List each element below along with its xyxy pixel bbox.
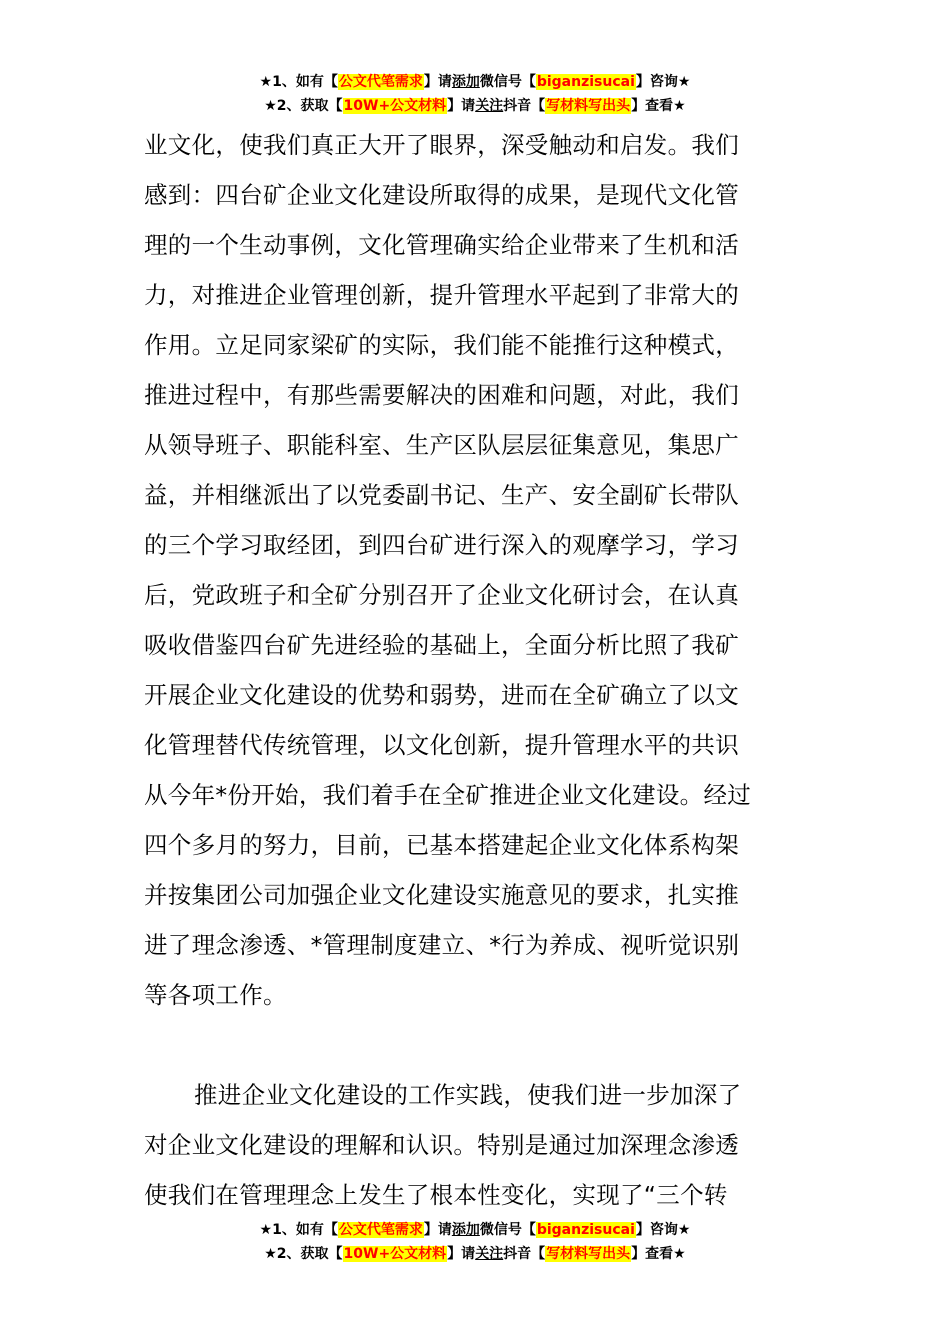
text-line: 进了理念渗透、*管理制度建立、*行为养成、视听觉识别 [144, 931, 740, 959]
text-line: 并按集团公司加强企业文化建设实施意见的要求，扎实推 [144, 881, 739, 909]
text-line: 感到：四台矿企业文化建设所取得的成果，是现代文化管 [144, 181, 739, 209]
text-line: 开展企业文化建设的优势和弱势，进而在全矿确立了以文 [144, 681, 739, 709]
banner-text: 微信号【 [479, 1222, 536, 1238]
text-line: 理的一个生动事例，文化管理确实给企业带来了生机和活 [144, 231, 739, 259]
footer-banner [0, 1218, 950, 1266]
text-line: 使我们在管理理念上发生了根本性变化，实现了“三个转 [144, 1181, 728, 1209]
douyin-id: 写材料写出头 [546, 1246, 631, 1262]
douyin-id: 写材料写出头 [546, 98, 631, 114]
highlight-text: 10W+公文材料 [343, 1246, 447, 1262]
text-line: 对企业文化建设的理解和认识。特别是通过加深理念渗透 [144, 1131, 739, 1159]
banner-text: ★1、如有【 [259, 1222, 338, 1238]
banner-line-1 [0, 70, 950, 94]
text-line: 吸收借鉴四台矿先进经验的基础上，全面分析比照了我矿 [144, 631, 739, 659]
text-line: 四个多月的努力，目前，已基本搭建起企业文化体系构架 [144, 831, 739, 859]
text-line: 后，党政班子和全矿分别召开了企业文化研讨会，在认真 [144, 581, 739, 609]
banner-line-2 [0, 94, 950, 118]
wechat-id: biganzisucai [536, 1222, 635, 1238]
text-line: 业文化，使我们真正大开了眼界，深受触动和启发。我们 [144, 131, 739, 159]
banner-text: ★2、获取【 [264, 98, 343, 114]
banner-text: 抖音【 [503, 98, 546, 114]
banner-text: 微信号【 [479, 74, 536, 90]
paragraph-1 [144, 120, 808, 1020]
text-line: 的三个学习取经团，到四台矿进行深入的观摩学习，学习 [144, 531, 739, 559]
banner-text: 】请 [447, 1246, 476, 1262]
paragraph-2 [144, 1070, 808, 1220]
document-body [144, 120, 808, 1220]
text-line: 推进过程中，有那些需要解决的困难和问题，对此，我们 [144, 381, 739, 409]
banner-text: 】查看★ [631, 1246, 686, 1262]
text-line: 化管理替代传统管理，以文化创新，提升管理水平的共识 [144, 731, 739, 759]
underlined-text: 添加 [451, 74, 480, 90]
banner-text: 】查看★ [631, 98, 686, 114]
banner-line-1 [0, 1218, 950, 1242]
text-line: 等各项工作。 [144, 981, 287, 1009]
text-line: 从今年*份开始，我们着手在全矿推进企业文化建设。经过 [144, 781, 752, 809]
banner-text: ★1、如有【 [259, 74, 338, 90]
text-line: 推进企业文化建设的工作实践，使我们进一步加深了 [194, 1081, 742, 1109]
paragraph-gap [144, 1020, 808, 1070]
underlined-text: 添加 [451, 1222, 480, 1238]
banner-text: 】咨询★ [635, 74, 691, 90]
banner-line-2 [0, 1242, 950, 1266]
highlight-text: 10W+公文材料 [343, 98, 447, 114]
underlined-text: 关注 [475, 98, 504, 114]
header-banner [0, 70, 950, 118]
text-line: 力，对推进企业管理创新，提升管理水平起到了非常大的 [144, 281, 739, 309]
banner-text: 】请 [447, 98, 476, 114]
banner-text: 抖音【 [503, 1246, 546, 1262]
banner-text: 】咨询★ [635, 1222, 691, 1238]
banner-text: 】请 [423, 1222, 452, 1238]
wechat-id: biganzisucai [536, 74, 635, 90]
highlight-text: 公文代笔需求 [338, 74, 423, 90]
text-line: 作用。立足同家梁矿的实际，我们能不能推行这种模式， [144, 331, 739, 359]
banner-text: 】请 [423, 74, 452, 90]
text-line: 从领导班子、职能科室、生产区队层层征集意见，集思广 [144, 431, 739, 459]
underlined-text: 关注 [475, 1246, 504, 1262]
banner-text: ★2、获取【 [264, 1246, 343, 1262]
text-line: 益，并相继派出了以党委副书记、生产、安全副矿长带队 [144, 481, 739, 509]
highlight-text: 公文代笔需求 [338, 1222, 423, 1238]
